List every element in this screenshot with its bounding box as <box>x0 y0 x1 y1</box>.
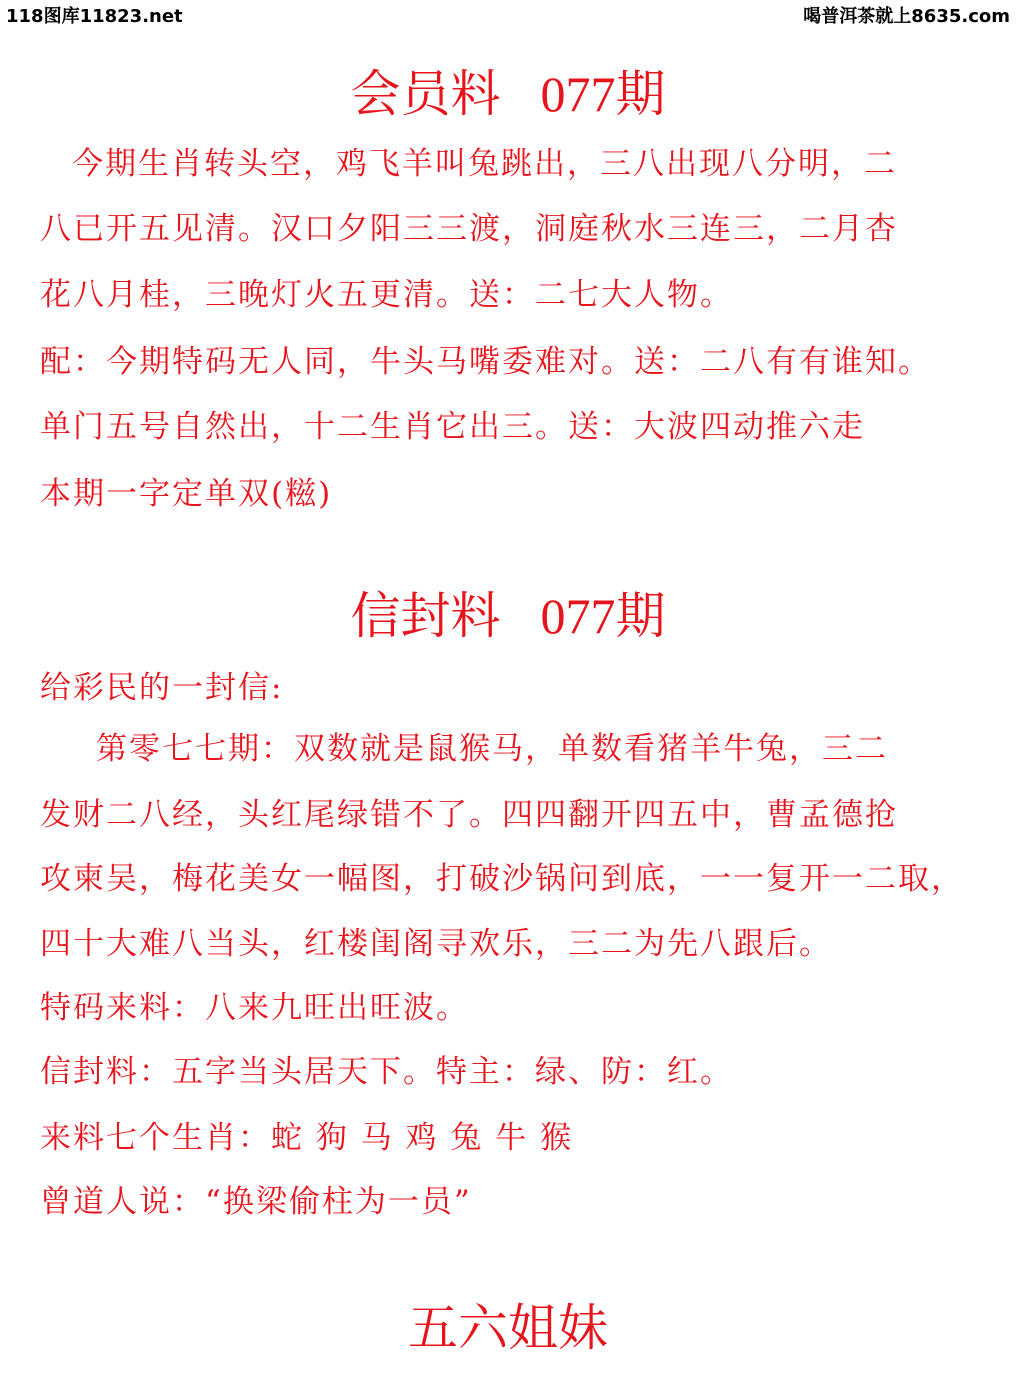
section2-line-7: 信封料：五字当头居天下。特主：绿、防：红。 <box>40 1054 733 1090</box>
section1-issue: 077期 <box>540 66 666 122</box>
section2-line-8: 来料七个生肖：蛇 狗 马 鸡 兔 牛 猴 <box>40 1120 574 1156</box>
section2-line-9: 曾道人说：“换梁偷柱为一员” <box>40 1184 472 1220</box>
section2-title <box>0 576 1016 648</box>
section1-title-text: 会员料 <box>350 65 501 123</box>
section1-title <box>0 54 1016 126</box>
section2-issue: 077期 <box>540 588 666 644</box>
section2-title-text: 信封料 <box>350 587 501 645</box>
section2-line-3: 发财二八经，头红尾绿错不了。四四翻开四五中，曹孟德抢 <box>40 797 898 833</box>
section1-line-6: 本期一字定单双(糍) <box>40 476 333 512</box>
section1-line-5: 单门五号自然出，十二生肖它出三。送：大波四动推六走 <box>40 409 865 445</box>
section1-line-1: 今期生肖转头空，鸡飞羊叫兔跳出，三八出现八分明，二 <box>72 146 897 182</box>
section3-title <box>0 1288 1016 1360</box>
site-watermark-right: 喝普洱茶就上8635.com <box>803 6 1010 27</box>
section1-line-3: 花八月桂，三晚灯火五更清。送：二七大人物。 <box>40 277 733 313</box>
site-watermark-left: 118图库11823.net <box>6 6 183 27</box>
section3-title-text: 五六姐妹 <box>408 1299 608 1357</box>
section2-line-5: 四十大难八当头，红楼闺阁寻欢乐，三二为先八跟后。 <box>40 926 832 962</box>
section2-line-4: 攻柬吴，梅花美女一幅图，打破沙锅问到底，一一复开一二取， <box>40 861 964 897</box>
section2-line-6: 特码来料：八来九旺出旺波。 <box>40 990 469 1026</box>
section1-line-4: 配：今期特码无人同，牛头马嘴委难对。送：二八有有谁知。 <box>40 344 931 380</box>
section2-line-2: 第零七七期：双数就是鼠猴马，单数看猪羊牛兔，三二 <box>96 731 888 767</box>
section1-line-2: 八已开五见清。汉口夕阳三三渡，洞庭秋水三连三，二月杏 <box>40 211 898 247</box>
section2-line-1: 给彩民的一封信: <box>40 670 284 706</box>
